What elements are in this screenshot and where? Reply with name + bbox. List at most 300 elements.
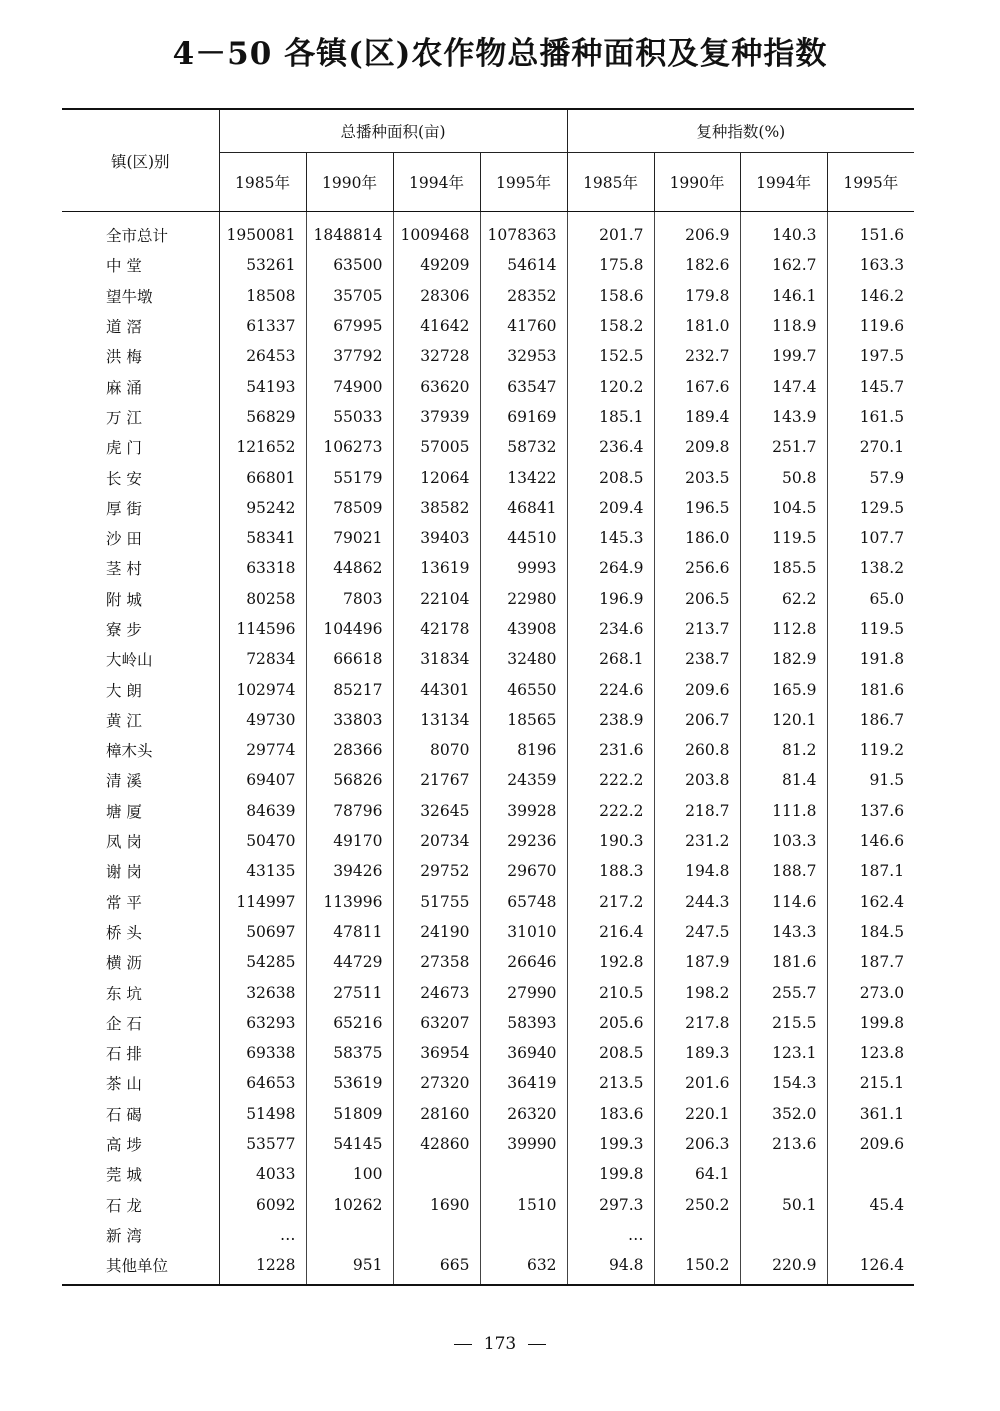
index-1995-cell: 361.1 — [859, 1104, 905, 1123]
index-1994-cell: 188.7 — [740, 856, 827, 886]
index-1985-cell: 199.3 — [567, 1129, 654, 1159]
index-1990-cell: 238.7 — [654, 644, 740, 674]
index-1985-cell: … — [567, 1220, 654, 1250]
index-1985-cell: 236.4 — [567, 432, 654, 462]
index-1995-cell: 273.0 — [859, 983, 905, 1002]
area-1995-cell: 18565 — [480, 705, 567, 735]
table-row — [62, 796, 914, 826]
index-1994-cell — [740, 1220, 827, 1250]
index-1985-cell: 297.3 — [567, 1190, 654, 1220]
area-1994-cell: 37939 — [393, 402, 480, 432]
index-1990-cell: 189.4 — [654, 402, 740, 432]
index-1985-cell: 94.8 — [567, 1250, 654, 1285]
town-name-cell: 大 朗 — [62, 674, 219, 704]
area-1985-cell: 54193 — [219, 371, 306, 401]
index-1995-cell: 119.2 — [859, 741, 905, 760]
town-name-cell: 谢 岗 — [62, 856, 219, 886]
area-1990-cell: 55179 — [306, 462, 393, 492]
index-1995-cell: 163.3 — [859, 256, 905, 275]
area-1995-cell: 1078363 — [480, 212, 567, 251]
index-1985-cell: 216.4 — [567, 917, 654, 947]
area-1995-cell: 22980 — [480, 584, 567, 614]
area-1990-cell: 79021 — [306, 523, 393, 553]
index-1985-cell: 210.5 — [567, 977, 654, 1007]
index-1985-cell: 217.2 — [567, 887, 654, 917]
table-row — [62, 977, 914, 1007]
table-row — [62, 674, 914, 704]
index-1985-cell: 208.5 — [567, 1038, 654, 1068]
index-1990-cell: 64.1 — [654, 1159, 740, 1189]
area-1985-cell: 84639 — [219, 796, 306, 826]
index-1995-cell: 161.5 — [859, 407, 905, 426]
index-1990-cell: 186.0 — [654, 523, 740, 553]
index-1995-cell — [827, 1220, 914, 1250]
area-1994-cell: 13619 — [393, 553, 480, 583]
index-1985-cell: 188.3 — [567, 856, 654, 886]
index-1995-cell: 184.5 — [859, 922, 905, 941]
index-1985-cell: 213.5 — [567, 1068, 654, 1098]
area-1994-cell: 36954 — [393, 1038, 480, 1068]
index-1990-cell: 194.8 — [654, 856, 740, 886]
index-1990-cell: 167.6 — [654, 371, 740, 401]
table-row — [62, 735, 914, 765]
index-1995-cell: 65.0 — [869, 589, 905, 608]
area-1985-cell: 56829 — [219, 402, 306, 432]
index-1990-cell: 244.3 — [654, 887, 740, 917]
area-year-header: 1995年 — [480, 153, 567, 212]
index-1990-cell: 260.8 — [654, 735, 740, 765]
index-1994-cell: 114.6 — [740, 887, 827, 917]
index-1990-cell: 209.6 — [654, 674, 740, 704]
index-1985-cell: 222.2 — [567, 796, 654, 826]
town-name-cell: 石 碣 — [62, 1099, 219, 1129]
town-name-cell: 沙 田 — [62, 523, 219, 553]
area-1990-cell: 55033 — [306, 402, 393, 432]
area-1990-cell: 58375 — [306, 1038, 393, 1068]
area-1995-cell: 28352 — [480, 281, 567, 311]
town-name-cell: 长 安 — [62, 462, 219, 492]
area-1995-cell: 44510 — [480, 523, 567, 553]
area-1994-cell: 49209 — [393, 250, 480, 280]
area-1995-cell: 65748 — [480, 887, 567, 917]
index-1994-cell: 50.8 — [740, 462, 827, 492]
area-1994-cell: 13134 — [393, 705, 480, 735]
index-1995-cell: 145.7 — [859, 377, 905, 396]
area-1994-cell: 28306 — [393, 281, 480, 311]
area-1995-cell: 46550 — [480, 674, 567, 704]
area-1990-cell: 63500 — [306, 250, 393, 280]
town-name-cell: 中 堂 — [62, 250, 219, 280]
area-1995-cell: 29236 — [480, 826, 567, 856]
index-1995-cell: 123.8 — [859, 1044, 905, 1063]
area-1990-cell: 53619 — [306, 1068, 393, 1098]
index-year-header: 1990年 — [654, 153, 740, 212]
index-1995-cell: 197.5 — [859, 347, 905, 366]
area-1995-cell: 54614 — [480, 250, 567, 280]
area-1985-cell: 54285 — [219, 947, 306, 977]
area-1995-cell: 24359 — [480, 765, 567, 795]
index-1994-cell: 62.2 — [740, 584, 827, 614]
area-1990-cell — [306, 1220, 393, 1250]
index-1995-cell: 119.5 — [859, 620, 905, 638]
index-1985-cell: 175.8 — [567, 250, 654, 280]
index-1995-cell: 45.4 — [869, 1195, 905, 1214]
table-row — [62, 1220, 914, 1250]
table-row — [62, 705, 914, 735]
index-1990-cell: 206.3 — [654, 1129, 740, 1159]
town-name-cell: 麻 涌 — [62, 371, 219, 401]
index-1990-cell: 213.7 — [654, 614, 740, 644]
index-1995-cell: 187.7 — [859, 953, 905, 972]
area-1990-cell: 28366 — [306, 735, 393, 765]
index-year-header: 1994年 — [740, 153, 827, 212]
area-1994-cell: 1690 — [393, 1190, 480, 1220]
area-1985-cell: 61337 — [219, 311, 306, 341]
index-1990-cell: 182.6 — [654, 250, 740, 280]
index-1994-cell: 181.6 — [740, 947, 827, 977]
area-1995-cell: 63547 — [480, 371, 567, 401]
area-1985-cell: … — [219, 1220, 306, 1250]
area-1990-cell: 1848814 — [306, 212, 393, 251]
area-1985-cell: 1228 — [219, 1250, 306, 1285]
area-1990-cell: 51809 — [306, 1099, 393, 1129]
index-1994-cell: 147.4 — [740, 371, 827, 401]
area-1985-cell: 43135 — [219, 856, 306, 886]
town-column-header: 镇(区)别 — [62, 109, 219, 212]
area-1995-cell: 29670 — [480, 856, 567, 886]
index-1994-cell: 112.8 — [740, 614, 827, 644]
area-1994-cell: 41642 — [393, 311, 480, 341]
data-table — [62, 108, 914, 1286]
index-1994-cell: 162.7 — [740, 250, 827, 280]
town-name-cell: 其他单位 — [62, 1250, 219, 1285]
area-1995-cell: 69169 — [480, 402, 567, 432]
area-year-header: 1994年 — [393, 153, 480, 212]
index-1994-cell: 120.1 — [740, 705, 827, 735]
area-1990-cell: 74900 — [306, 371, 393, 401]
index-1985-cell: 238.9 — [567, 705, 654, 735]
table-row — [62, 1068, 914, 1098]
index-1985-cell: 234.6 — [567, 614, 654, 644]
area-1994-cell: 51755 — [393, 887, 480, 917]
index-1990-cell: 187.9 — [654, 947, 740, 977]
index-1985-cell: 231.6 — [567, 735, 654, 765]
town-name-cell: 凤 岗 — [62, 826, 219, 856]
index-1994-cell: 255.7 — [740, 977, 827, 1007]
table-row — [62, 1038, 914, 1068]
area-1985-cell: 18508 — [219, 281, 306, 311]
area-1994-cell: 31834 — [393, 644, 480, 674]
index-1985-cell: 264.9 — [567, 553, 654, 583]
area-1994-cell: 42860 — [393, 1129, 480, 1159]
table-row — [62, 250, 914, 280]
index-1995-cell: 126.4 — [827, 1250, 914, 1285]
town-name-cell: 附 城 — [62, 584, 219, 614]
index-1995-cell: 162.4 — [859, 892, 905, 911]
index-1994-cell: 104.5 — [740, 493, 827, 523]
index-1985-cell: 205.6 — [567, 1008, 654, 1038]
area-1994-cell: 28160 — [393, 1099, 480, 1129]
table-row — [62, 212, 914, 251]
index-1990-cell: 247.5 — [654, 917, 740, 947]
index-1990-cell: 150.2 — [654, 1250, 740, 1285]
index-1994-cell: 352.0 — [740, 1099, 827, 1129]
index-1994-cell: 81.2 — [740, 735, 827, 765]
area-1985-cell: 72834 — [219, 644, 306, 674]
area-1990-cell: 44862 — [306, 553, 393, 583]
index-1994-cell: 119.5 — [740, 523, 827, 553]
index-1994-cell: 220.9 — [740, 1250, 827, 1285]
area-1994-cell: 665 — [393, 1250, 480, 1285]
index-group-header: 复种指数(%) — [567, 109, 914, 153]
table-row — [62, 493, 914, 523]
table-row — [62, 1008, 914, 1038]
area-1985-cell: 51498 — [219, 1099, 306, 1129]
town-name-cell: 厚 街 — [62, 493, 219, 523]
index-1995-cell: 199.8 — [859, 1013, 905, 1032]
area-1994-cell: 20734 — [393, 826, 480, 856]
index-1990-cell: 232.7 — [654, 341, 740, 371]
area-1990-cell: 44729 — [306, 947, 393, 977]
index-1995-cell: 138.2 — [859, 559, 905, 578]
area-1985-cell: 26453 — [219, 341, 306, 371]
area-1990-cell: 47811 — [306, 917, 393, 947]
index-1995-cell: 129.5 — [859, 498, 905, 517]
index-1985-cell: 201.7 — [567, 212, 654, 251]
index-1995-cell: 187.1 — [859, 862, 905, 881]
index-1994-cell: 143.3 — [740, 917, 827, 947]
area-1985-cell: 53577 — [219, 1129, 306, 1159]
town-name-cell: 大岭山 — [62, 644, 219, 674]
area-1995-cell: 13422 — [480, 462, 567, 492]
town-name-cell: 望牛墩 — [62, 281, 219, 311]
index-1990-cell: 206.7 — [654, 705, 740, 735]
index-1985-cell: 196.9 — [567, 584, 654, 614]
area-1990-cell: 100 — [306, 1159, 393, 1189]
area-1994-cell — [393, 1220, 480, 1250]
area-1994-cell: 24673 — [393, 977, 480, 1007]
table-row — [62, 1190, 914, 1220]
area-1985-cell: 69407 — [219, 765, 306, 795]
index-1994-cell: 103.3 — [740, 826, 827, 856]
table-header — [62, 109, 914, 212]
table-row — [62, 462, 914, 492]
page-footer — [0, 1334, 1000, 1354]
area-1994-cell: 22104 — [393, 584, 480, 614]
index-1994-cell: 199.7 — [740, 341, 827, 371]
area-1990-cell: 37792 — [306, 341, 393, 371]
table-row — [62, 584, 914, 614]
index-1985-cell: 158.2 — [567, 311, 654, 341]
area-1985-cell: 6092 — [219, 1190, 306, 1220]
index-1995-cell: 146.6 — [859, 832, 905, 851]
area-1985-cell: 114596 — [219, 614, 306, 644]
index-1994-cell: 143.9 — [740, 402, 827, 432]
area-1994-cell: 21767 — [393, 765, 480, 795]
area-1990-cell: 106273 — [306, 432, 393, 462]
index-1995-cell: 91.5 — [869, 771, 905, 790]
index-1985-cell: 120.2 — [567, 371, 654, 401]
area-year-header: 1985年 — [219, 153, 306, 212]
area-1985-cell: 95242 — [219, 493, 306, 523]
table-row — [62, 1129, 914, 1159]
area-1985-cell: 58341 — [219, 523, 306, 553]
index-year-header: 1995年 — [827, 153, 914, 212]
table-row — [62, 553, 914, 583]
table-row — [62, 281, 914, 311]
town-name-cell: 高 埗 — [62, 1129, 219, 1159]
town-name-cell: 塘 厦 — [62, 796, 219, 826]
table-row — [62, 402, 914, 432]
index-1985-cell: 268.1 — [567, 644, 654, 674]
town-name-cell: 东 坑 — [62, 977, 219, 1007]
table-row — [62, 432, 914, 462]
area-1990-cell: 78509 — [306, 493, 393, 523]
index-1994-cell: 215.5 — [740, 1008, 827, 1038]
area-1990-cell: 56826 — [306, 765, 393, 795]
index-1995-cell: 186.7 — [859, 710, 905, 729]
area-1994-cell: 39403 — [393, 523, 480, 553]
index-1990-cell: 209.8 — [654, 432, 740, 462]
town-name-cell: 石 排 — [62, 1038, 219, 1068]
table-row — [62, 856, 914, 886]
area-1985-cell: 64653 — [219, 1068, 306, 1098]
area-1985-cell: 80258 — [219, 584, 306, 614]
area-1990-cell: 85217 — [306, 674, 393, 704]
page-number: 173 — [483, 1334, 517, 1354]
index-1985-cell: 224.6 — [567, 674, 654, 704]
index-1995-cell: 209.6 — [859, 1135, 905, 1154]
town-name-cell: 茶 山 — [62, 1068, 219, 1098]
index-1990-cell — [654, 1220, 740, 1250]
index-1990-cell: 218.7 — [654, 796, 740, 826]
area-1985-cell: 50697 — [219, 917, 306, 947]
town-name-cell: 新 湾 — [62, 1220, 219, 1250]
area-1995-cell — [480, 1159, 567, 1189]
area-1994-cell: 24190 — [393, 917, 480, 947]
area-year-header: 1990年 — [306, 153, 393, 212]
area-1995-cell: 8196 — [480, 735, 567, 765]
index-1995-cell: 137.6 — [859, 801, 905, 820]
index-1985-cell: 222.2 — [567, 765, 654, 795]
area-1995-cell: 26646 — [480, 947, 567, 977]
index-1995-cell: 151.6 — [859, 226, 905, 245]
index-1990-cell: 206.9 — [654, 212, 740, 251]
index-1994-cell: 154.3 — [740, 1068, 827, 1098]
index-1990-cell: 217.8 — [654, 1008, 740, 1038]
area-1985-cell: 4033 — [219, 1159, 306, 1189]
area-1985-cell: 49730 — [219, 705, 306, 735]
area-1990-cell: 33803 — [306, 705, 393, 735]
table-row — [62, 311, 914, 341]
area-1985-cell: 53261 — [219, 250, 306, 280]
index-year-header: 1985年 — [567, 153, 654, 212]
table-row — [62, 947, 914, 977]
town-name-cell: 黄 江 — [62, 705, 219, 735]
area-1994-cell: 27320 — [393, 1068, 480, 1098]
index-1985-cell: 185.1 — [567, 402, 654, 432]
area-1995-cell: 1510 — [480, 1190, 567, 1220]
area-1994-cell: 32645 — [393, 796, 480, 826]
area-1985-cell: 1950081 — [219, 212, 306, 251]
index-1990-cell: 203.8 — [654, 765, 740, 795]
footer-dash-left — [454, 1344, 472, 1345]
index-1985-cell: 183.6 — [567, 1099, 654, 1129]
area-1995-cell: 32953 — [480, 341, 567, 371]
area-1995-cell: 41760 — [480, 311, 567, 341]
index-1994-cell: 146.1 — [740, 281, 827, 311]
index-1985-cell: 190.3 — [567, 826, 654, 856]
area-1990-cell: 39426 — [306, 856, 393, 886]
area-1990-cell: 27511 — [306, 977, 393, 1007]
area-1985-cell: 66801 — [219, 462, 306, 492]
index-1994-cell: 182.9 — [740, 644, 827, 674]
table-row — [62, 1099, 914, 1129]
index-1995-cell: 191.8 — [859, 650, 905, 669]
area-1990-cell: 104496 — [306, 614, 393, 644]
town-name-cell: 寮 步 — [62, 614, 219, 644]
area-1985-cell: 121652 — [219, 432, 306, 462]
table-row — [62, 644, 914, 674]
area-1990-cell: 67995 — [306, 311, 393, 341]
index-1994-cell — [740, 1159, 827, 1189]
index-1990-cell: 206.5 — [654, 584, 740, 614]
area-1995-cell: 36940 — [480, 1038, 567, 1068]
index-1994-cell: 165.9 — [740, 674, 827, 704]
index-1985-cell: 152.5 — [567, 341, 654, 371]
area-1995-cell: 32480 — [480, 644, 567, 674]
town-name-cell: 道 滘 — [62, 311, 219, 341]
area-1990-cell: 951 — [306, 1250, 393, 1285]
table-row — [62, 765, 914, 795]
index-1994-cell: 118.9 — [740, 311, 827, 341]
index-1985-cell: 209.4 — [567, 493, 654, 523]
footer-dash-right — [528, 1344, 546, 1345]
index-1995-cell: 215.1 — [859, 1074, 905, 1093]
area-1990-cell: 78796 — [306, 796, 393, 826]
index-1994-cell: 111.8 — [740, 796, 827, 826]
town-name-cell: 企 石 — [62, 1008, 219, 1038]
index-1990-cell: 181.0 — [654, 311, 740, 341]
index-1994-cell: 185.5 — [740, 553, 827, 583]
area-1985-cell: 29774 — [219, 735, 306, 765]
town-name-cell: 桥 头 — [62, 917, 219, 947]
table-row — [62, 1159, 914, 1189]
index-1994-cell: 140.3 — [740, 212, 827, 251]
town-name-cell: 洪 梅 — [62, 341, 219, 371]
area-1994-cell — [393, 1159, 480, 1189]
area-1990-cell: 49170 — [306, 826, 393, 856]
area-1995-cell: 43908 — [480, 614, 567, 644]
area-1995-cell: 58393 — [480, 1008, 567, 1038]
table-row — [62, 341, 914, 371]
area-1990-cell: 113996 — [306, 887, 393, 917]
area-1995-cell: 39928 — [480, 796, 567, 826]
index-1995-cell: 119.6 — [859, 317, 905, 336]
index-1994-cell: 123.1 — [740, 1038, 827, 1068]
index-1995-cell: 181.6 — [859, 680, 905, 699]
index-1985-cell: 208.5 — [567, 462, 654, 492]
area-1994-cell: 32728 — [393, 341, 480, 371]
index-1990-cell: 231.2 — [654, 826, 740, 856]
index-1990-cell: 203.5 — [654, 462, 740, 492]
index-1995-cell: 146.2 — [859, 286, 905, 305]
area-1994-cell: 1009468 — [393, 212, 480, 251]
area-1995-cell: 632 — [480, 1250, 567, 1285]
index-1990-cell: 256.6 — [654, 553, 740, 583]
area-1995-cell: 26320 — [480, 1099, 567, 1129]
index-1994-cell: 81.4 — [740, 765, 827, 795]
